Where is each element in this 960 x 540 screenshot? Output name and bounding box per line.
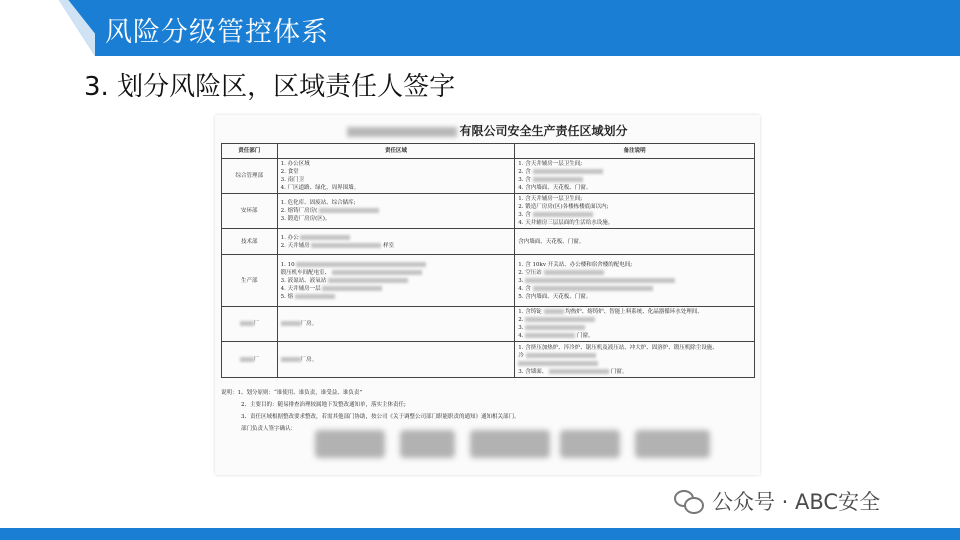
note-line: 部门负责人签字确认： xyxy=(241,426,297,432)
note-line: 2、主要目的：随易排查治理较属地下发整改通知单，落实主体责任; xyxy=(241,402,406,408)
note-cell: 1. 含天井辅房一层卫生间; 2. 含 3. 含 4. 含内墙面、天花板、门窗。 xyxy=(515,159,755,194)
dept-cell: 技术部 xyxy=(222,229,278,255)
table-row xyxy=(222,229,755,255)
area-cell: 1. 办公区域 2. 食堂 3. 南门卫 4. 厂区道路、绿化、周界围墙。 xyxy=(277,159,515,194)
dept-cell: 安环部 xyxy=(222,194,278,229)
table-header-row xyxy=(222,144,755,159)
dept-cell: 综合管理部 xyxy=(222,159,278,194)
scanned-document xyxy=(215,115,760,475)
header-dept: 责任部门 xyxy=(222,144,278,159)
note-cell: 1. 含天井辅房一层卫生间; 2. 锻造厂房房(区)各楼栋楼底面以内; 3. 含 4. 天井辅房三层层面的生活给水设施。 xyxy=(515,194,755,229)
redacted-signatures xyxy=(255,430,715,470)
note-cell: 1. 含挤压加热炉、淬冷炉、锯压机及液压站、冲大炉、固溶炉、锻压机除尘设施、 冷 3. 含墙面、 门窗。 xyxy=(515,342,755,378)
area-cell: 1. 办公 2. 天井辅房 样室 xyxy=(277,229,515,255)
dept-cell: 厂 xyxy=(222,342,278,378)
dept-cell: 厂 xyxy=(222,307,278,342)
document-title xyxy=(215,122,760,139)
header-note: 备注说明 xyxy=(515,144,755,159)
table-row xyxy=(222,342,755,378)
table-row xyxy=(222,159,755,194)
table-row xyxy=(222,255,755,307)
document-title-text: 有限公司安全生产责任区域划分 xyxy=(459,124,628,138)
title-bar xyxy=(0,0,960,56)
note-line: 说明：1、划分原则：“谁使用、谁负责，谁受益、谁负责” xyxy=(221,390,363,396)
table-row xyxy=(222,194,755,229)
watermark-text: 公众号 · ABC安全 xyxy=(712,490,881,514)
wechat-icon xyxy=(672,488,706,514)
area-cell: 1. 10 锻压机车间配电室、 3. 液氮站、液氧站 4. 天井辅房一层 5. 熔 xyxy=(277,255,515,307)
area-cell: 1. 危化库、固废站、综合储库; 2. 熔铸厂房房( 3. 锻造厂房房(区)。 xyxy=(277,194,515,229)
responsibility-table xyxy=(221,143,755,378)
table-row xyxy=(222,307,755,342)
note-cell: 1. 含 10kv 开关站、办公楼和宿舍楼的配电间; 2. 空压站 3. 4. 含 5. 含内墙面、天花板、门窗。 xyxy=(515,255,755,307)
note-cell: 含内墙面、天花板、门窗。 xyxy=(515,229,755,255)
watermark xyxy=(672,486,880,516)
redacted-company-name xyxy=(347,127,457,137)
dept-cell: 生产部 xyxy=(222,255,278,307)
bottom-bar xyxy=(0,528,960,540)
area-cell: 厂房。 xyxy=(277,342,515,378)
note-cell: 1. 含铸锭 均热炉、熔铸炉、智能上料系统、化晶器循环水处理间、 2. 3. 4. 门窗。 xyxy=(515,307,755,342)
slide-title: 风险分级管控体系 xyxy=(105,17,329,48)
header-area: 责任区域 xyxy=(277,144,515,159)
document-notes xyxy=(221,387,755,435)
note-line: 3、责任区域根据整改要求整改，若需其他部门协助，按公司《关于调整公司部门职能职责的通知》通知相关部门。 xyxy=(241,414,520,420)
area-cell: 厂房。 xyxy=(277,307,515,342)
slide-subtitle: 3. 划分风险区，区域责任人签字 xyxy=(84,72,456,102)
